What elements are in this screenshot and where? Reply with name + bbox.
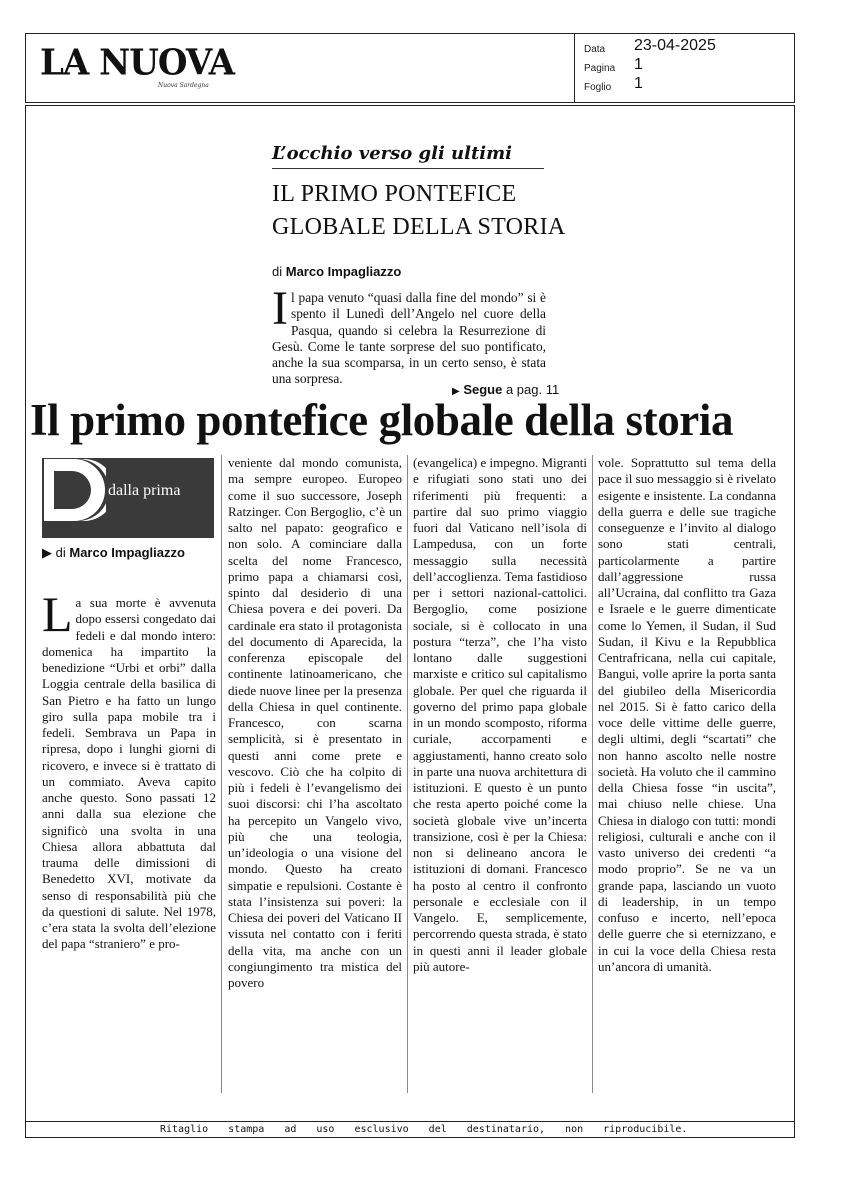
section-label: dalla prima bbox=[108, 482, 181, 499]
arrow-right-icon: ▶ bbox=[42, 545, 52, 560]
article-byline bbox=[42, 545, 185, 561]
segue-bold: Segue bbox=[463, 382, 503, 397]
segue-page: a pag. 11 bbox=[505, 382, 560, 397]
article-dropcap: L bbox=[42, 586, 73, 642]
column-rule bbox=[221, 455, 222, 1093]
meta-value-data: 23-04-2025 bbox=[634, 37, 716, 54]
front-lead bbox=[272, 282, 546, 388]
front-byline-prefix: di bbox=[272, 264, 283, 279]
front-byline bbox=[272, 264, 401, 279]
footer-rule bbox=[25, 1121, 795, 1122]
article-byline-author: Marco Impagliazzo bbox=[69, 545, 185, 560]
column-rule bbox=[592, 455, 593, 1093]
article-column-1-text: a sua morte è avvenuta dopo essersi congedato dai fedeli e dal mondo intero: domenica ha impartito la benedizione “Urbi et orbi” dalla Loggia centrale della basilica di San Pietro e ha fatto un lungo giro sulla papa mobile tra i fedeli. Sembrava un Papa in ripresa, dopo i lunghi giorni di ricovero, e invece si è trattato di un commiato. Aveva capito anche questo. Sono passati 12 anni dalla sua elezione che significò una svolta in una Chiesa allora abbattuta dal trauma delle dimissioni di Benedetto XVI, motivate da senso di responsabilità più che da questioni di salute. Nel 1978, c’era stata la svolta dell’elezione del papa “straniero” e pro- bbox=[42, 595, 216, 952]
meta-label-data: Data bbox=[584, 44, 606, 55]
arrow-right-icon: ▶ bbox=[452, 386, 460, 397]
front-lead-text: l papa venuto “quasi dalla fine del mondo” si è spento il Lunedì dell’Angelo nel cuore della Pasqua, quando si celebra la Resurrezione di Gesù. Come le tante sorprese del suo pontificato, anche la sua scomparsa, in un certo senso, è stata una sorpresa. bbox=[272, 290, 546, 387]
section-logo-icon bbox=[44, 459, 106, 521]
meta-label-foglio: Foglio bbox=[584, 82, 612, 93]
front-lead-dropcap: I bbox=[272, 282, 288, 335]
article-column-2: veniente dal mondo comunista, ma sempre europeo. Europeo come il suo successore, Joseph Ratzinger. Con Bergoglio, c’è un salto nel papato: geografico e non solo. A cominciare dalla scelta del nome Francesco, primo papa a chiamarsi così, spinto dal desiderio di una Chiesa povera e dei poveri. Da cardinale era stato il protagonista del documento di Aparecida, la conferenza episcopale del continente latinoamericano, che diede nuove linee per la presenza della Chiesa in quel continente. Francesco, con scarna semplicità, si è presentato in questi anni come prete e vescovo. Ciò che ha colpito di più i fedeli è l’evangelismo dei suoi discorsi: chi l’ha ascoltato ha percepito un Vangelo vivo, più che una teologia, un’ideologia o una visione del mondo. Questo ha creato simpatie e repulsioni. Costante è stata l’insistenza sui poveri: la Chiesa dei poveri del Vaticano II vissuta nel contatto con i feriti della vita, ma anche con un congiungimento tra mistica del povero bbox=[228, 455, 402, 990]
newspaper-logo-subtitle: Nuova Sardegna bbox=[158, 82, 209, 89]
article-byline-prefix: di bbox=[55, 545, 66, 560]
footer-notice: Ritaglio stampa ad uso esclusivo del destinatario, non riproducibile. bbox=[160, 1124, 688, 1135]
kicker: L’occhio verso gli ultimi bbox=[272, 143, 544, 169]
meta-value-pagina: 1 bbox=[634, 56, 643, 73]
meta-value-foglio: 1 bbox=[634, 75, 643, 92]
meta-label-pagina: Pagina bbox=[584, 63, 616, 74]
column-rule bbox=[407, 455, 408, 1093]
article-column-1 bbox=[42, 586, 216, 953]
header-divider bbox=[574, 33, 575, 103]
front-headline-line2: GLOBALE DELLA STORIA bbox=[272, 214, 566, 240]
newspaper-logo: LA NUOVA bbox=[40, 42, 234, 84]
article-headline: Il primo pontefice globale della storia bbox=[30, 395, 734, 445]
article-column-4: vole. Soprattutto sul tema della pace il suo messaggio si è rivelato esigente e insistente. La condanna della guerra e delle sue tragiche conseguenze e l’invito al dialogo sono stati centrali, particolarmente a partire dall’aggressione russa all’Ucraina, dal conflitto tra Gaza e Israele e le guerre dimenticate come lo Yemen, il Sudan, il Sud Sudan, il Kivu e la Repubblica Centrafricana, nella cui capitale, Bangui, volle aprire la porta santa del giubileo della Misericordia nel 2015. Si è fatto carico della voce delle vittime delle guerre, degli ultimi, degli “scartati” che non hanno ascolto nelle nostre società. Ha voluto che il cammino della Chiesa fosse “in uscita”, mai chiuso nelle chiese. Una Chiesa in dialogo con tutti: mondi religiosi, culturali e anche con il vasto universo dei credenti “a modo proprio”. Se ne va un grande papa, lasciando un vuoto di leadership, in un tempo confuso e incerto, nell’epoca delle guerre che si eternizzano, e in cui la voce della Chiesa resta un’ancora di umanità. bbox=[598, 455, 776, 974]
article-column-3: (evangelica) e impegno. Migranti e rifugiati sono stati uno dei riferimenti più frequenti: a partire dal suo primo viaggio fuori dal Vaticano nell’isola di Lampedusa, con un forte messaggio sulla necessità dell’accoglienza. Tema fastidioso per i settori nazional-cattolici. Bergoglio, come posizione sociale, si è collocato in una postura “terza”, che l’ha visto lontano dalle suggestioni marxiste e critico sul capitalismo globale. Per quel che riguarda il governo del primo papa globale in un mondo scomposto, riforma curiale, accorpamenti e aggiustamenti, hanno creato solo in parte una nuova architettura di istituzioni. E questo è un punto che resta aperto poiché come la società globale vive un’incerta transizione, così è per la Chiesa: non si delineano ancora le istituzioni di domani. Francesco ha posto al centro il confronto personale e ecclesiale con il Vangelo. E, semplicemente, percorrendo questa strada, è stato in questi anni il leader globale più autore- bbox=[413, 455, 587, 974]
front-headline-line1: IL PRIMO PONTEFICE bbox=[272, 181, 517, 207]
front-byline-author: Marco Impagliazzo bbox=[285, 264, 402, 279]
front-headline bbox=[272, 178, 572, 244]
